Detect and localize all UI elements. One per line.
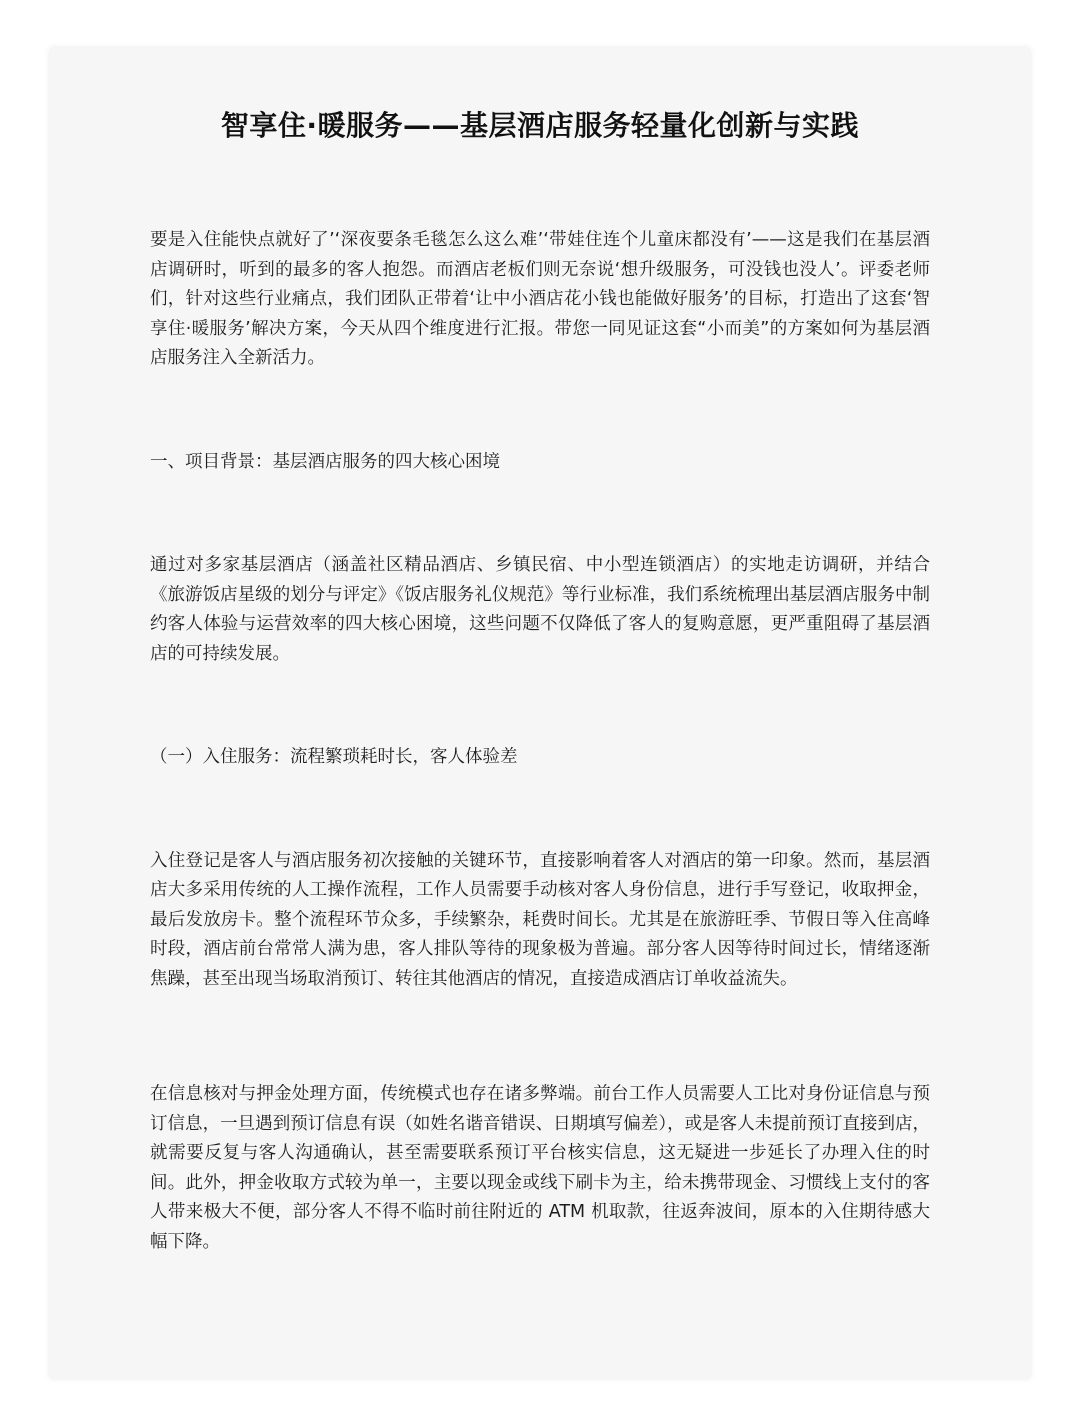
intro-paragraph: 要是入住能快点就好了’‘深夜要条毛毯怎么这么难’‘带娃住连个儿童床都没有’——这是我们在基层酒店调研时，听到的最多的客人抱怨。而酒店老板们则无奈说‘想升级服务，可没钱也没人’。评委老师们，针对这些行业痛点，我们团队正带着‘让中小酒店花小钱也能做好服务’的目标，打造出了这套‘智享住·暖服务’解决方案，今天从四个维度进行汇报。带您一同见证这套“小而美”的方案如何为基层酒店服务注入全新活力。	[150, 230, 930, 368]
section-heading: 一、项目背景：基层酒店服务的四大核心困境	[150, 451, 500, 472]
document-body	[150, 106, 930, 1257]
document-title: 智享住·暖服务——基层酒店服务轻量化创新与实践	[220, 109, 860, 142]
subsection-paragraph-1: 入住登记是客人与酒店服务初次接触的关键环节，直接影响着客人对酒店的第一印象。然而，基层酒店大多采用传统的人工操作流程，工作人员需要手动核对客人身份信息，进行手写登记，收取押金，最后发放房卡。整个流程环节众多，手续繁杂，耗费时间长。尤其是在旅游旺季、节假日等入住高峰时段，酒店前台常常人满为患，客人排队等待的现象极为普遍。部分客人因等待时间过长，情绪逐渐焦躁，甚至出现当场取消预订、转往其他酒店的情况，直接造成酒店订单收益流失。	[150, 850, 930, 989]
subsection-heading: （一）入住服务：流程繁琐耗时长，客人体验差	[150, 747, 518, 767]
document-page	[50, 48, 1030, 1378]
section-paragraph: 通过对多家基层酒店（涵盖社区精品酒店、乡镇民宿、中小型连锁酒店）的实地走访调研，并结合《旅游饭店星级的划分与评定》《饭店服务礼仪规范》等行业标准，我们系统梳理出基层酒店服务中制约客人体验与运营效率的四大核心困境，这些问题不仅降低了客人的复购意愿，更严重阻碍了基层酒店的可持续发展。	[150, 555, 930, 664]
subsection-paragraph-2: 在信息核对与押金处理方面，传统模式也存在诸多弊端。前台工作人员需要人工比对身份证信息与预订信息，一旦遇到预订信息有误（如姓名谐音错误、日期填写偏差），或是客人未提前预订直接到店，就需要反复与客人沟通确认，甚至需要联系预订平台核实信息，这无疑进一步延长了办理入住的时间。此外，押金收取方式较为单一，主要以现金或线下刷卡为主，给未携带现金、习惯线上支付的客人带来极大不便，部分客人不得不临时前往附近的 ATM 机取款，往返奔波间，原本的入住期待感大幅下降。	[150, 1084, 930, 1252]
